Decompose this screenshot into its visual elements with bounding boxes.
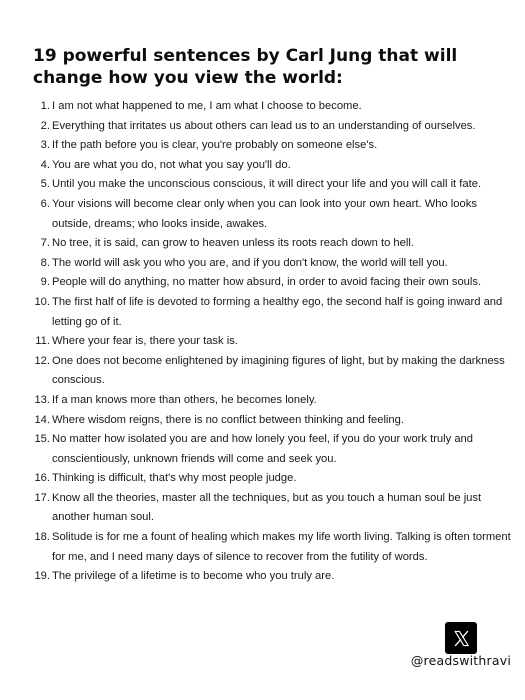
- list-item-text: One does not become enlightened by imagining figures of light, but by making the darkness conscious.: [52, 354, 505, 387]
- list-item-number: 10.: [34, 295, 50, 308]
- list-item-text: Thinking is difficult, that's why most people judge.: [52, 472, 297, 485]
- list-item-number: 7.: [40, 237, 50, 250]
- list-item: [33, 195, 511, 234]
- list-item: [33, 97, 511, 117]
- list-item-text: Where wisdom reigns, there is no conflict between thinking and feeling.: [52, 413, 404, 426]
- list-item: [33, 489, 511, 528]
- quote-list: [33, 97, 511, 587]
- list-item: [33, 391, 511, 411]
- list-item-text: Everything that irritates us about others can lead us to an understanding of ourselves.: [52, 119, 476, 132]
- list-item: [33, 156, 511, 176]
- list-item: [33, 136, 511, 156]
- list-item-number: 11.: [35, 335, 50, 348]
- list-item-number: 14.: [34, 413, 50, 426]
- list-item-number: 16.: [34, 472, 50, 485]
- list-item-number: 4.: [40, 158, 50, 171]
- list-item: [33, 411, 511, 431]
- list-item: [33, 175, 511, 195]
- list-item-text: You are what you do, not what you say you'll do.: [52, 158, 291, 171]
- list-item-text: Solitude is for me a fount of healing which makes my life worth living. Talking is often torment for me, and I need many days of silence to recover from the futility of words.: [52, 531, 511, 563]
- list-item-text: I am not what happened to me, I am what I choose to become.: [52, 100, 362, 112]
- list-item-text: The first half of life is devoted to forming a healthy ego, the second half is going inward and letting go of it.: [52, 295, 503, 328]
- x-logo-icon: [445, 622, 477, 654]
- social-handle: @readswithravi: [410, 653, 511, 668]
- list-item-text: No matter how isolated you are and how lonely you feel, if you do your work truly and conscientiously, unknown friends will come and seek you.: [52, 433, 474, 465]
- list-item: [33, 234, 511, 254]
- list-item-text: Your visions will become clear only when you can look into your own heart. Who looks outside, dreams; who looks inside, awakes.: [52, 197, 477, 230]
- list-item: [33, 293, 511, 332]
- list-item-number: 8.: [40, 256, 50, 269]
- list-item-number: 3.: [40, 139, 50, 152]
- list-item-text: Know all the theories, master all the techniques, but as you touch a human soul be just another human soul.: [52, 491, 482, 524]
- list-item: [33, 273, 511, 293]
- list-item-number: 18.: [34, 531, 50, 544]
- list-item-number: 9.: [40, 276, 50, 289]
- list-item: [33, 528, 511, 567]
- list-item: [33, 469, 511, 489]
- list-item-number: 13.: [34, 393, 50, 406]
- list-item: [33, 332, 511, 352]
- list-item-number: 1.: [40, 100, 50, 112]
- page-title: 19 powerful sentences by Carl Jung that will change how you view the world:: [33, 46, 458, 88]
- list-item: [33, 117, 511, 137]
- list-item-number: 6.: [40, 197, 50, 210]
- list-item-number: 2.: [40, 119, 50, 132]
- list-item: [33, 567, 511, 587]
- list-item: [33, 430, 511, 469]
- list-item-text: The privilege of a lifetime is to become who you truly are.: [52, 570, 335, 583]
- list-item: [33, 352, 511, 391]
- list-item-text: Where your fear is, there your task is.: [52, 335, 238, 348]
- list-item: [33, 254, 511, 274]
- list-item-text: No tree, it is said, can grow to heaven unless its roots reach down to hell.: [52, 237, 414, 250]
- list-item-text: If the path before you is clear, you're probably on someone else's.: [52, 139, 378, 152]
- list-item-number: 15.: [34, 433, 50, 446]
- list-item-number: 12.: [34, 354, 50, 367]
- list-item-number: 17.: [34, 491, 50, 504]
- list-item-text: If a man knows more than others, he becomes lonely.: [52, 393, 317, 406]
- list-item-text: Until you make the unconscious conscious, it will direct your life and you will call it fate.: [52, 178, 482, 191]
- list-item-number: 5.: [40, 178, 50, 191]
- list-item-text: People will do anything, no matter how absurd, in order to avoid facing their own souls.: [52, 276, 482, 289]
- x-logo-glyph-icon: [453, 630, 470, 647]
- list-item-text: The world will ask you who you are, and if you don't know, the world will tell you.: [52, 256, 448, 269]
- list-item-number: 19.: [34, 570, 50, 583]
